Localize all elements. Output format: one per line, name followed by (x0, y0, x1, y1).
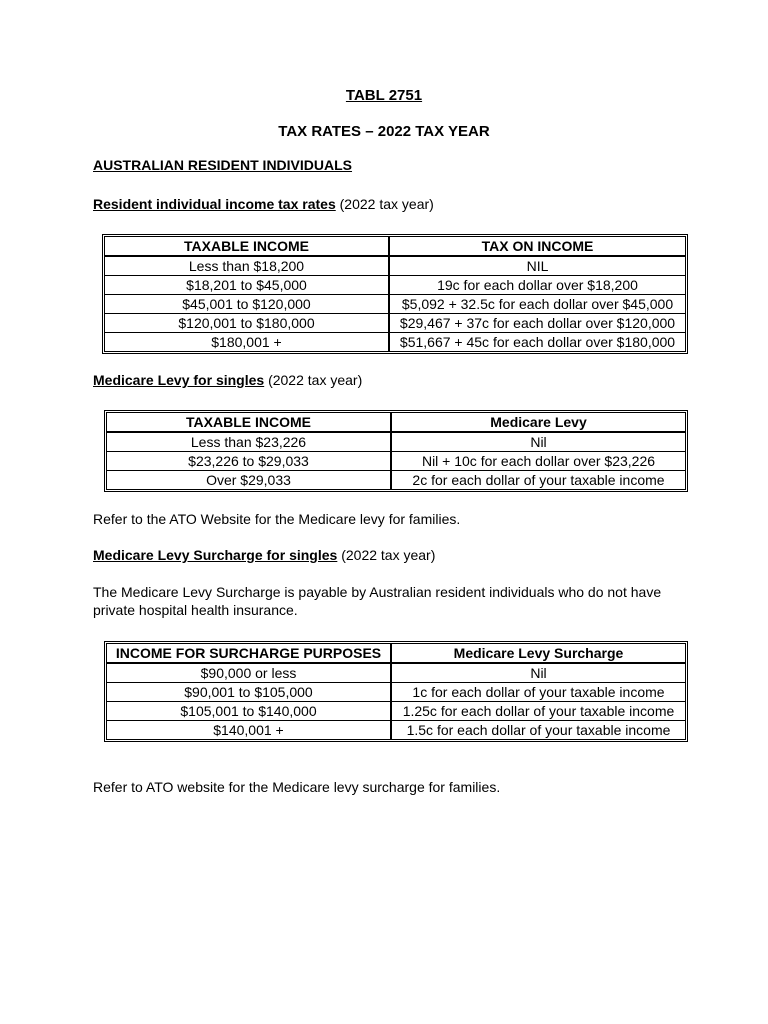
table-cell: $18,201 to $45,000 (105, 276, 390, 295)
surcharge-note: Refer to ATO website for the Medicare levy surcharge for families. (93, 779, 501, 795)
column-header: Medicare Levy (392, 413, 685, 433)
table-cell: 1c for each dollar of your taxable income (392, 683, 685, 702)
table-cell: $140,001 + (107, 721, 392, 739)
table-cell: 2c for each dollar of your taxable income (412, 472, 665, 488)
table-row (105, 276, 685, 295)
surcharge-heading (93, 546, 435, 564)
income-tax-heading-suffix: (2022 tax year) (335, 196, 434, 212)
table-header-row (107, 413, 685, 433)
table-cell: 1.5c for each dollar of your taxable income (406, 722, 671, 738)
table-row (107, 664, 685, 683)
table-cell: $105,001 to $140,000 (107, 702, 392, 721)
table-cell: Less than $23,226 (107, 433, 392, 452)
table-row (105, 333, 685, 351)
section-heading: AUSTRALIAN RESIDENT INDIVIDUALS (93, 157, 353, 173)
income-tax-heading-title: Resident individual income tax rates (93, 196, 336, 212)
table-cell: $51,667 + 45c for each dollar over $180,000 (399, 334, 676, 350)
surcharge-description: The Medicare Levy Surcharge is payable by Australian resident individuals who do not have private hospital health insurance. (93, 584, 662, 618)
medicare-levy-note: Refer to the ATO Website for the Medicare levy for families. (93, 511, 461, 527)
table-cell: $180,001 + (105, 333, 390, 351)
column-header: Medicare Levy Surcharge (392, 644, 685, 664)
table-cell: $29,467 + 37c for each dollar over $120,000 (390, 314, 685, 333)
income-tax-heading (93, 195, 434, 213)
table-row (107, 683, 685, 702)
table-row (107, 702, 685, 721)
table-cell: Nil (392, 664, 685, 683)
table-cell: Nil (392, 433, 685, 452)
column-header: TAX ON INCOME (390, 237, 685, 257)
table-row (107, 721, 685, 739)
table-row (107, 471, 685, 489)
table-cell: $90,000 or less (107, 664, 392, 683)
table-cell: Nil + 10c for each dollar over $23,226 (392, 452, 685, 471)
table-row (107, 452, 685, 471)
table-row (105, 295, 685, 314)
surcharge-heading-suffix: (2022 tax year) (337, 547, 436, 563)
medicare-levy-heading-title: Medicare Levy for singles (93, 372, 265, 388)
course-code: TABL 2751 (345, 87, 423, 104)
table-cell: $23,226 to $29,033 (107, 452, 392, 471)
column-header: TAXABLE INCOME (107, 413, 392, 433)
page-title: TAX RATES – 2022 TAX YEAR (278, 123, 490, 140)
table-cell: $45,001 to $120,000 (105, 295, 390, 314)
table-header-row (105, 237, 685, 257)
column-header: TAXABLE INCOME (105, 237, 390, 257)
surcharge-heading-title: Medicare Levy Surcharge for singles (93, 547, 338, 563)
table-cell: NIL (390, 257, 685, 276)
table-header-row (107, 644, 685, 664)
table-row (107, 433, 685, 452)
table-cell: $5,092 + 32.5c for each dollar over $45,000 (390, 295, 685, 314)
table-cell: 1.25c for each dollar of your taxable income (392, 702, 685, 721)
medicare-levy-table (104, 410, 688, 492)
table-cell: Less than $18,200 (105, 257, 390, 276)
income-tax-table (102, 234, 688, 354)
table-row (105, 314, 685, 333)
table-row (105, 257, 685, 276)
medicare-levy-heading (93, 371, 362, 389)
surcharge-table (104, 641, 688, 742)
column-header: INCOME FOR SURCHARGE PURPOSES (107, 644, 392, 664)
table-cell: $120,001 to $180,000 (105, 314, 390, 333)
medicare-levy-heading-suffix: (2022 tax year) (264, 372, 363, 388)
table-cell: $90,001 to $105,000 (107, 683, 392, 702)
table-cell: Over $29,033 (107, 471, 392, 489)
table-cell: 19c for each dollar over $18,200 (390, 276, 685, 295)
